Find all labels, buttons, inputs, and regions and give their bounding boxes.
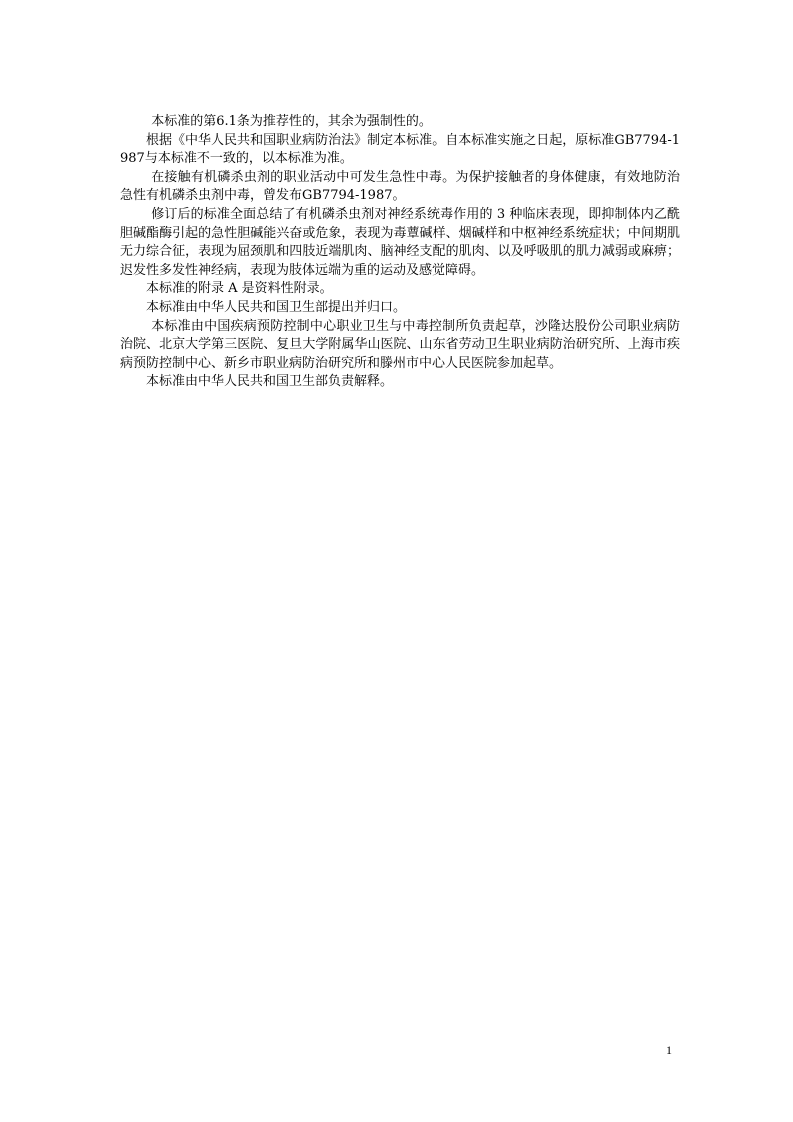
paragraph-background: 在接触有机磷杀虫剂的职业活动中可发生急性中毒。为保护接触者的身体健康，有效地防治急性有机磷杀虫剂中毒，曾发布GB7794-1987。: [120, 169, 680, 204]
paragraph-interpretation: 本标准由中华人民共和国卫生部负责解释。: [146, 374, 394, 390]
paragraph-appendix-note: 本标准的附录 A 是资料性附录。: [146, 281, 333, 297]
paragraph-proposer: 本标准由中华人民共和国卫生部提出并归口。: [146, 299, 407, 315]
page-number: 1: [666, 1043, 672, 1057]
paragraph-drafters: 本标准由中国疾病预防控制中心职业卫生与中毒控制所负责起草，沙隆达股份公司职业病防治院、北京大学第三医院、复旦大学附属华山医院、山东省劳动卫生职业病防治研究所、上海市疾病预防控制中心、新乡市职业病防治研究所和滕州市中心人民医院参加起草。: [120, 318, 680, 371]
foreword-body: [120, 113, 680, 392]
paragraph-revision-summary: 修订后的标准全面总结了有机磷杀虫剂对神经系统毒作用的 3 种临床表现，即抑制体内乙酰胆碱酯酶引起的急性胆碱能兴奋或危象，表现为毒蕈碱样、烟碱样和中枢神经系统症状；中间期肌无力综合征，表现为屈颈肌和四肢近端肌肉、脑神经支配的肌肉、以及呼吸肌的肌力减弱或麻痹；迟发性多发性神经病，表现为肢体远端为重的运动及感觉障碍。: [120, 206, 680, 278]
paragraph-legal-basis: 根据《中华人民共和国职业病防治法》制定本标准。自本标准实施之日起，原标准GB7794-1987与本标准不一致的，以本标准为准。: [120, 132, 680, 167]
paragraph-clause-note: 本标准的第6.1条为推荐性的，其余为强制性的。: [151, 114, 432, 129]
